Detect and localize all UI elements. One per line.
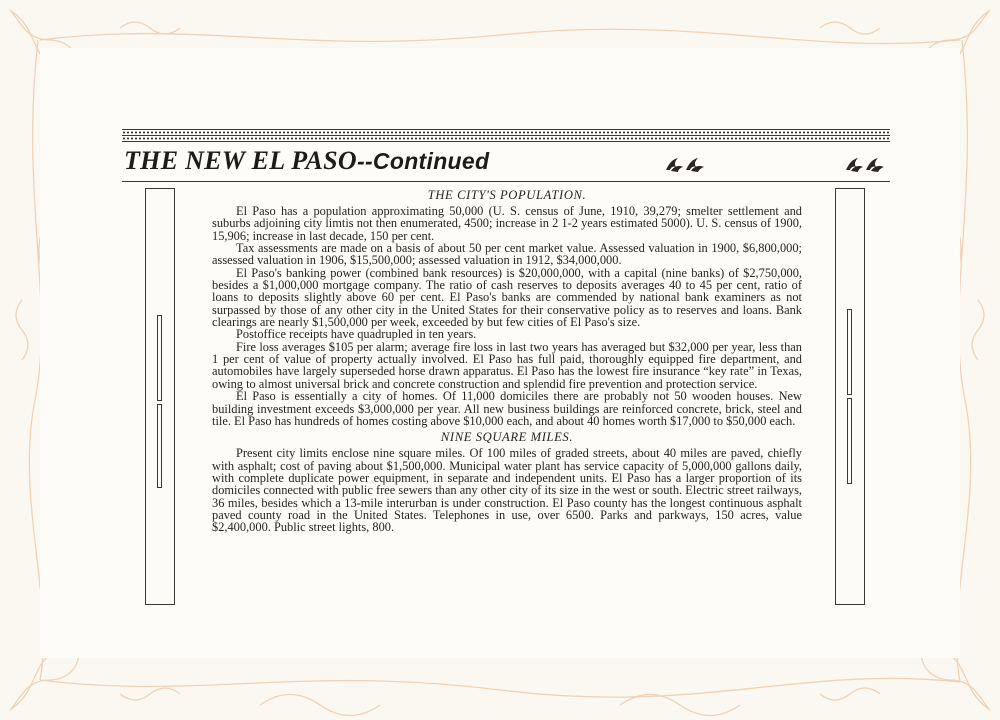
paragraph-population: El Paso has a population approximating 50,000 (U. S. census of June, 1910, 39,279; smelter settlement and suburbs adjoining city limtis not then enumerated, 4500; increase in 2 1-2 years estimated 5000). U. S. census of 1900, 15,906; increase in last decade, 150 per cent. [212, 204, 802, 243]
paragraph-fire-loss: Fire loss averages $105 per alarm; average fire loss in last two years has averaged but $32,000 per year, less than 1 per cent of value of property actually involved. El Paso has full paid, thoroughly equipped fire department, and automobiles have largely superseded horse drawn apparatus. El Paso has the lowest fire insurance “key rate” in Texas, owing to almost universal brick and concrete construction and splendid fire prevention and protection service. [212, 339, 802, 391]
paragraph-homes: El Paso is essentially a city of homes. Of 11,000 domiciles there are probably not 50 wooden houses. New building investment exceeds $3,000,000 per year. All new business buildings are reinforced concrete, brick, steel and tile. El Paso has hundreds of homes costing above $10,000 each, and about 40 homes worth $17,000 to $50,000 each. [212, 389, 802, 428]
right-panel-slot-bottom [847, 398, 852, 484]
section-title-nine-square-miles: NINE SQUARE MILES. [440, 430, 574, 445]
top-ornamental-rule [122, 129, 890, 141]
page-title-continued: --Continued [357, 148, 490, 174]
paragraph-postoffice: Postoffice receipts have quadrupled in ten years. [236, 327, 477, 342]
right-panel-slot-top [847, 309, 852, 395]
left-side-panel [145, 188, 175, 605]
article-body [212, 188, 802, 534]
left-panel-slot-top [157, 315, 162, 401]
fleur-ornament-icon [664, 155, 708, 173]
page-title [124, 146, 489, 176]
paragraph-banking: El Paso's banking power (combined bank resources) is $20,000,000, with a capital (nine banks) of $2,750,000, besides a $1,000,000 mortgage company. The ratio of cash reserves to deposits averages 40 to 45 per cent, ratio of loans to deposits slightly above 60 per cent. El Paso's banks are commended by national bank examiners as not surpassed by those of any other city in the United States for their conservative policy as to reserves and loans. Bank clearings are nearly $1,500,000 per week, exceeded by but few cities of El Paso's size. [212, 265, 802, 330]
paragraph-tax-assessments: Tax assessments are made on a basis of about 50 per cent market value. Assessed valuation in 1900, $6,800,000; assessed valuation in 1906, $15,500,000; assessed valuation in 1912, $34,000,000. [212, 241, 802, 268]
fleur-ornament-icon [844, 155, 888, 173]
heading-underline [122, 181, 890, 182]
left-panel-slot-bottom [157, 404, 162, 488]
right-side-panel [835, 188, 865, 605]
page-title-main: THE NEW EL PASO [124, 146, 358, 175]
paragraph-city-limits: Present city limits enclose nine square miles. Of 100 miles of graded streets, about 40 miles are paved, chiefly with asphalt; cost of paving about $1,500,000. Municipal water plant has service capacity of 5,000,000 gallons daily, with complete duplicate power equipment, in separate and independent units. El Paso has a larger proportion of its domiciles connected with public free sewers than any other city of its size in the west or south. Electric street railways, 36 miles, besides which a 13-mile interurban is under construction. El Paso county has the longest continuous asphalt paved county road in the United States. Telephones in use, over 6500. Parks and parkways, 150 acres, value $2,400,000. Public street lights, 800. [212, 446, 802, 535]
section-title-population: THE CITY'S POPULATION. [427, 188, 587, 202]
